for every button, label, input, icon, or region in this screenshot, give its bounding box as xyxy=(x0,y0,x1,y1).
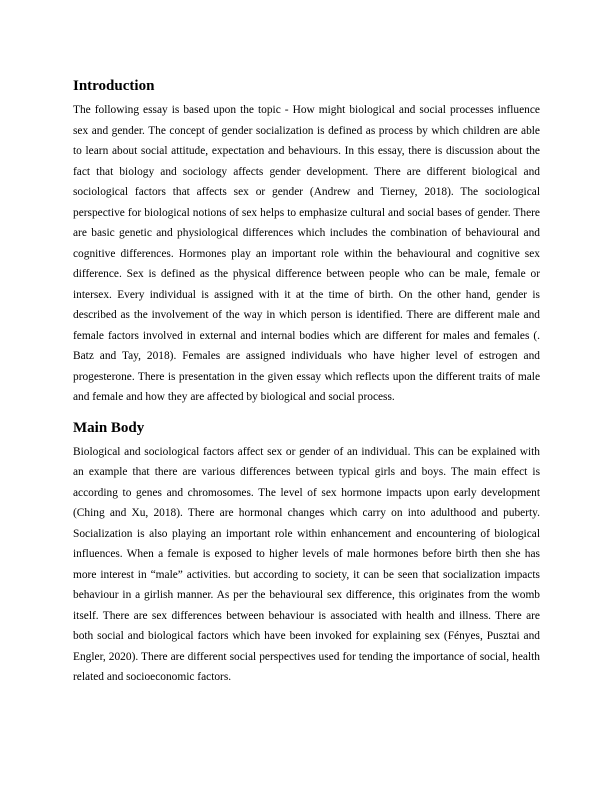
main-body-paragraph: Biological and sociological factors affect sex or gender of an individual. This can be explained with an example that there are various differences between typical girls and boys. The main effect is according to genes and chromosomes. The level of sex hormone impacts upon early development (Ching and Xu, 2018). There are hormonal changes which carry on into adulthood and puberty. Socialization is also playing an important role within enhancement and encountering of biological influences. When a female is exposed to higher levels of male hormones before birth then she has more interest in “male” activities. but according to society, it can be seen that socialization impacts behaviour in a girlish manner. As per the behavioural sex difference, this originates from the womb itself. There are sex differences between behaviour is associated with health and illness. There are both social and biological factors which have been invoked for explaining sex (Fényes, Pusztai and Engler, 2020). There are different social perspectives used for tending the importance of social, health related and socioeconomic factors. xyxy=(73,445,540,683)
main-body-heading: Main Body xyxy=(73,419,145,436)
introduction-paragraph: The following essay is based upon the topic - How might biological and social processes influence sex and gender. The concept of gender socialization is defined as process by which children are able to learn about social attitude, expectation and behaviours. In this essay, there is discussion about the fact that biology and sociology affects gender development. There are different biological and sociological factors that affects sex or gender (Andrew and Tierney, 2018). The sociological perspective for biological notions of sex helps to emphasize cultural and social bases of gender. There are basic genetic and physiological differences which includes the combination of behavioural and cognitive differences. Hormones play an important role within the behavioural and cognitive sex difference. Sex is defined as the physical difference between people who can be male, female or intersex. Every individual is assigned with it at the time of birth. On the other hand, gender is described as the involvement of the way in which person is identified. There are different male and female factors involved in external and internal bodies which are different for males and females (. Batz and Tay, 2018). Females are assigned individuals who have higher level of estrogen and progesterone. There is presentation in the given essay which reflects upon the different traits of male and female and how they are affected by biological and social process. xyxy=(73,104,540,403)
document-page xyxy=(73,76,540,688)
introduction-section xyxy=(73,76,540,408)
main-body-section xyxy=(73,418,540,688)
introduction-heading: Introduction xyxy=(73,78,155,94)
